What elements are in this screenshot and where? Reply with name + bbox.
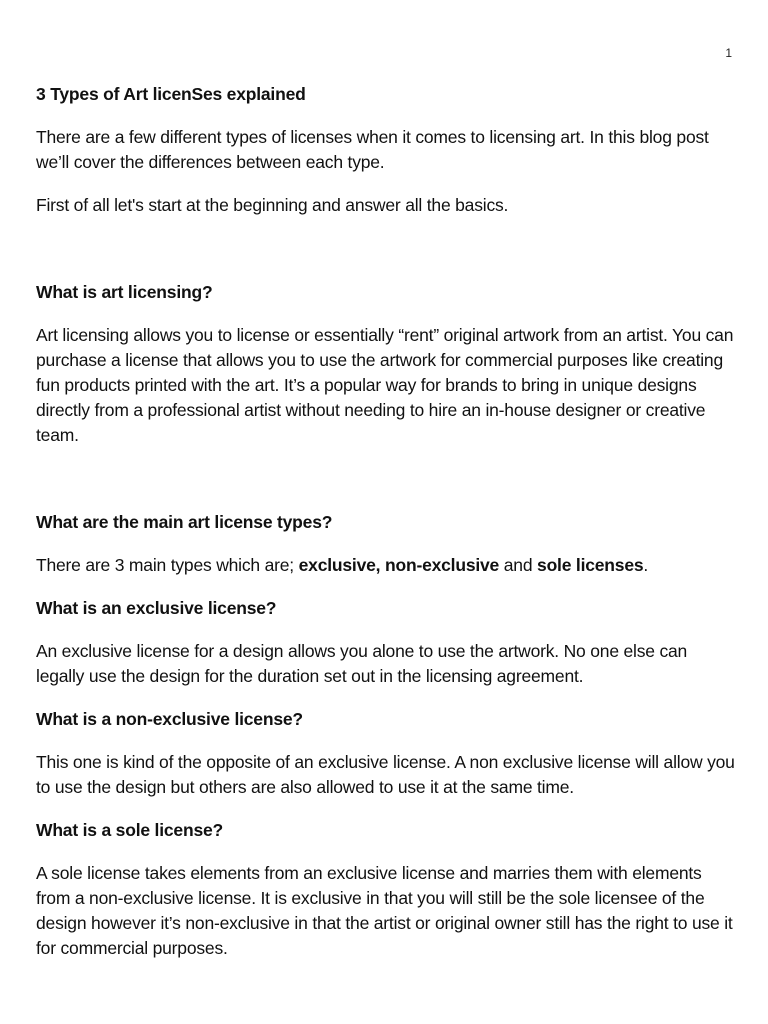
paragraph-non-exclusive-license: This one is kind of the opposite of an exclusive license. A non exclusive license will allow you to use the design but others are also allowed to use it at the same time. [36, 752, 735, 797]
page-number: 1 [725, 46, 732, 60]
types-middle: and [499, 555, 538, 575]
types-bold-exclusive: exclusive, non-exclusive [298, 555, 500, 575]
paragraph-sole-license: A sole license takes elements from an exclusive license and marries them with elements from a non-exclusive license. It is exclusive in that you will still be the sole licensee of the design however it’s non-exclusive in that the artist or original owner still has the right to use it for commercial purposes. [36, 863, 733, 958]
heading-non-exclusive-license: What is a non-exclusive license? [36, 709, 303, 729]
document-body [36, 82, 736, 961]
heading-sole-license: What is a sole license? [36, 820, 223, 840]
heading-license-types: What are the main art license types? [36, 512, 333, 532]
paragraph-license-types [36, 553, 736, 578]
heading-what-is-art-licensing: What is art licensing? [36, 282, 213, 302]
types-prefix: There are 3 main types which are; [36, 555, 299, 575]
paragraph-exclusive-license: An exclusive license for a design allows you alone to use the artwork. No one else can legally use the design for the duration set out in the licensing agreement. [36, 641, 688, 686]
types-bold-sole: sole licenses [537, 555, 644, 575]
document-title: 3 Types of Art licenSes explained [36, 84, 306, 104]
paragraph-what-is-art-licensing: Art licensing allows you to license or essentially “rent” original artwork from an artist. You can purchase a license that allows you to use the artwork for commercial purposes like creating fun products printed with the art. It’s a popular way for brands to bring in unique designs directly from a professional artist without needing to hire an in-house designer or creative team. [36, 325, 734, 445]
intro-paragraph-2: First of all let's start at the beginning and answer all the basics. [36, 195, 509, 215]
heading-exclusive-license: What is an exclusive license? [36, 598, 277, 618]
types-suffix: . [643, 555, 649, 575]
intro-paragraph-1: There are a few different types of licenses when it comes to licensing art. In this blog post we’ll cover the differences between each type. [36, 127, 709, 172]
